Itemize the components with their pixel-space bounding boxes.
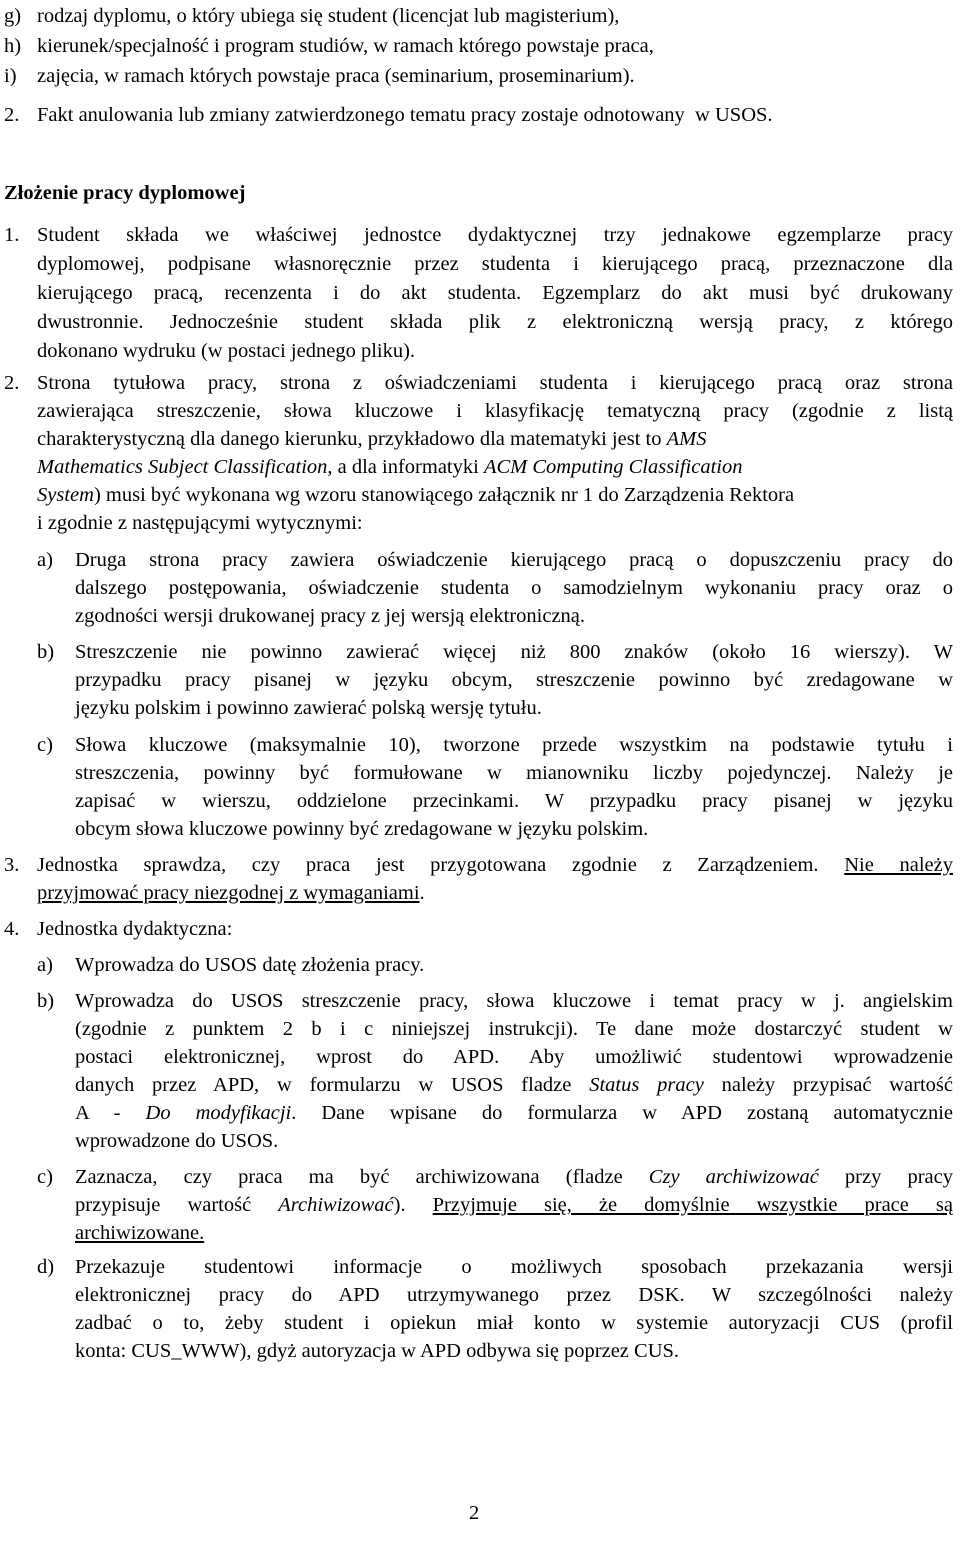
paragraph-line: zapisać w wierszu, oddzielone przecinkami. W przypadku pracy pisanej w języku	[75, 790, 953, 812]
paragraph-line: zawierająca streszczenie, słowa kluczowe i klasyfikację tematyczną pracy (zgodnie z listą	[37, 400, 953, 422]
point-marker: 2.	[4, 372, 20, 394]
list-marker: g)	[4, 5, 22, 27]
paragraph-line: kierującego pracą, recenzenta i do akt studenta. Egzemplarz do akt musi być drukowany	[37, 282, 953, 304]
paragraph-line: Zaznacza, czy praca ma być archiwizowana (fladze Czy archiwizować przy pracy	[75, 1166, 954, 1188]
paragraph-line: charakterystyczną dla danego kierunku, przykładowo dla matematyki jest to AMS	[37, 428, 707, 450]
list-marker: h)	[4, 35, 22, 57]
paragraph-line: Druga strona pracy zawiera oświadczenie kierującego pracą o dopuszczeniu pracy do	[75, 549, 953, 571]
paragraph-line: i zgodnie z następującymi wytycznymi:	[37, 512, 363, 534]
paragraph-line: (zgodnie z punktem 2 b i c niniejszej instrukcji). Te dane może dostarczyć student w	[75, 1018, 953, 1040]
paragraph-line: konta: CUS_WWW), gdyż autoryzacja w APD odbywa się poprzez CUS.	[75, 1340, 680, 1362]
paragraph-line: Jednostka sprawdza, czy praca jest przygotowana zgodnie z Zarządzeniem. Nie należy	[37, 854, 954, 876]
paragraph-line: obcym słowa kluczowe powinny być zredagowane w języku polskim.	[75, 818, 649, 840]
paragraph-line: przypisuje wartość Archiwizować). Przyjmuje się, że domyślnie wszystkie prace są	[75, 1194, 953, 1216]
paragraph-line: dyplomowej, podpisane własnoręcznie przez studenta i kierującego pracą, przeznaczone dla	[37, 253, 953, 275]
paragraph-line: Student składa we właściwej jednostce dydaktycznej trzy jednakowe egzemplarze pracy	[37, 224, 953, 246]
underlined-text: archiwizowane.	[75, 1222, 205, 1244]
paragraph-line: zadbać o to, żeby student i opiekun miał konto w systemie autoryzacji CUS (profil	[75, 1312, 953, 1334]
list-marker: 2.	[4, 104, 20, 126]
paragraph-line: wprowadzone do USOS.	[75, 1130, 279, 1152]
sub-marker: b)	[37, 990, 55, 1012]
sub-marker: a)	[37, 954, 53, 976]
paragraph-line: dokonano wydruku (w postaci jednego pliku).	[37, 340, 416, 362]
italic-term: ACM Computing Classification	[483, 456, 743, 478]
paragraph-line: przypadku pracy pisanej w języku obcym, streszczenie powinno być zredagowane w	[75, 669, 953, 691]
paragraph-line: Słowa kluczowe (maksymalnie 10), tworzone przede wszystkim na podstawie tytułu i	[75, 734, 953, 756]
section-heading: Złożenie pracy dyplomowej	[4, 182, 246, 204]
sub-marker: c)	[37, 1166, 53, 1188]
list-marker: i)	[4, 65, 17, 87]
sub-marker: b)	[37, 641, 55, 663]
italic-term: Status pracy	[589, 1074, 704, 1096]
paragraph-line: przyjmować pracy niezgodnej z wymaganiami.	[37, 882, 425, 904]
sub-marker: c)	[37, 734, 53, 756]
italic-term: System	[37, 484, 94, 506]
paragraph-line: System) musi być wykonana wg wzoru stanowiącego załącznik nr 1 do Zarządzenia Rektora	[37, 484, 795, 506]
list-item: rodzaj dyplomu, o który ubiega się student (licencjat lub magisterium),	[37, 5, 620, 27]
paragraph-line: dalszego postępowania, oświadczenie studenta o samodzielnym wykonaniu pracy oraz o	[75, 577, 953, 599]
paragraph-line: danych przez APD, w formularzu w USOS fladze Status pracy należy przypisać wartość	[75, 1074, 954, 1096]
italic-term: Mathematics Subject Classification	[37, 456, 328, 478]
underlined-text: przyjmować pracy niezgodnej z wymaganiami	[37, 882, 420, 904]
underlined-text: Przyjmuje się, że domyślnie wszystkie prace są	[432, 1194, 953, 1216]
paragraph-line: Mathematics Subject Classification, a dla informatyki ACM Computing Classification	[37, 456, 743, 478]
list-item: Fakt anulowania lub zmiany zatwierdzonego tematu pracy zostaje odnotowany w USOS.	[37, 104, 773, 126]
list-item: zajęcia, w ramach których powstaje praca (seminarium, proseminarium).	[37, 65, 635, 87]
paragraph-line: Streszczenie nie powinno zawierać więcej niż 800 znaków (około 16 wierszy). W	[75, 641, 953, 663]
list-item: kierunek/specjalność i program studiów, w ramach którego powstaje praca,	[37, 35, 654, 57]
paragraph-line: języku polskim i powinno zawierać polską wersję tytułu.	[75, 697, 542, 719]
paragraph-line: Wprowadza do USOS datę złożenia pracy.	[75, 954, 425, 976]
point-marker: 1.	[4, 224, 20, 246]
italic-term: AMS	[666, 428, 707, 450]
point-marker: 4.	[4, 918, 20, 940]
paragraph-line: Wprowadza do USOS streszczenie pracy, słowa kluczowe i temat pracy w j. angielskim	[75, 990, 953, 1012]
sub-marker: a)	[37, 549, 53, 571]
paragraph-line: dwustronnie. Jednocześnie student składa plik z elektroniczną wersją pracy, z którego	[37, 311, 953, 333]
italic-term: Czy archiwizować	[648, 1166, 819, 1188]
paragraph-line: Jednostka dydaktyczna:	[37, 918, 233, 940]
paragraph-line: zgodności wersji drukowanej pracy z jej wersją elektroniczną.	[75, 605, 586, 627]
paragraph-line: postaci elektronicznej, wprost do APD. Aby umożliwić studentowi wprowadzenie	[75, 1046, 953, 1068]
paragraph-line: elektronicznej pracy do APD utrzymywanego przez DSK. W szczególności należy	[75, 1284, 953, 1306]
point-marker: 3.	[4, 854, 20, 876]
page-number: 2	[469, 1502, 480, 1524]
paragraph-line: Strona tytułowa pracy, strona z oświadczeniami studenta i kierującego pracą oraz strona	[37, 372, 953, 394]
underlined-text: Nie należy	[844, 854, 954, 876]
paragraph-line: streszczenia, powinny być formułowane w mianowniku liczby pojedynczej. Należy je	[75, 762, 953, 784]
italic-term: Do modyfikacji	[145, 1102, 292, 1124]
paragraph-line: Przekazuje studentowi informacje o możliwych sposobach przekazania wersji	[75, 1256, 953, 1278]
italic-term: Archiwizować	[278, 1194, 394, 1216]
sub-marker: d)	[37, 1256, 55, 1278]
paragraph-line: A - Do modyfikacji. Dane wpisane do formularza w APD zostaną automatycznie	[75, 1102, 953, 1124]
